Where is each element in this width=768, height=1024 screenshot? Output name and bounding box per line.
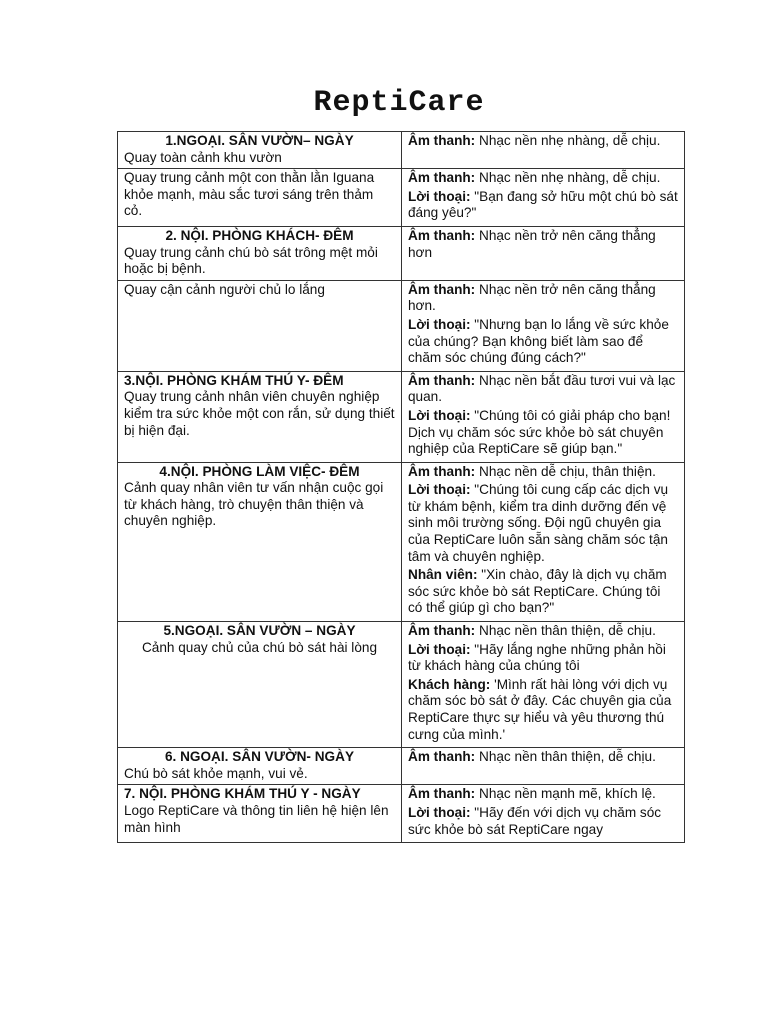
audio-cell [402, 226, 685, 280]
audio-cell [402, 371, 685, 462]
audio-line [408, 282, 678, 315]
visual-description: Quay cận cảnh người chủ lo lắng [124, 281, 325, 297]
audio-cell [402, 132, 685, 169]
audio-label: Âm thanh: [408, 749, 476, 765]
audio-text: "Nhưng bạn lo lắng về sức khỏe của chúng? Bạn không biết làm sao để chăm sóc chúng đúng cách?" [408, 316, 669, 366]
visual-description: Logo ReptiCare và thông tin liên hệ hiện lên màn hình [124, 802, 389, 835]
scene-heading: 2. NỘI. PHÒNG KHÁCH- ĐÊM [165, 227, 354, 243]
table-row [118, 169, 685, 227]
audio-text: "Xin chào, đây là dịch vụ chăm sóc sức khỏe bò sát ReptiCare. Chúng tôi có thể giúp gì cho bạn?" [408, 567, 667, 616]
audio-line [408, 133, 678, 150]
visual-cell [118, 280, 402, 371]
scene-heading: 3.NỘI. PHÒNG KHÁM THÚ Y- ĐÊM [124, 372, 344, 388]
audio-line [408, 170, 678, 187]
audio-text: Nhạc nền mạnh mẽ, khích lệ. [475, 786, 656, 802]
audio-label: Lời thoại: [408, 804, 471, 820]
audio-label: Âm thanh: [408, 227, 476, 243]
audio-text: Nhạc nền thân thiện, dễ chịu. [475, 623, 656, 639]
audio-label: Âm thanh: [408, 133, 476, 148]
audio-label: Âm thanh: [408, 372, 476, 388]
audio-line [408, 677, 678, 743]
script-table [117, 131, 685, 843]
scene-heading: 1.NGOẠI. SÂN VƯỜN– NGÀY [165, 133, 354, 148]
audio-line [408, 408, 678, 458]
visual-description: Cảnh quay chủ của chú bò sát hài lòng [141, 639, 378, 655]
audio-line [408, 567, 678, 617]
table-row [118, 785, 685, 843]
visual-cell [118, 226, 402, 280]
table-row [118, 462, 685, 621]
audio-line [408, 189, 678, 222]
audio-line [408, 786, 678, 803]
audio-line [408, 623, 678, 640]
audio-text: "Hãy lắng nghe những phản hồi từ khách hàng của chúng tôi [408, 641, 666, 674]
audio-text: "Hãy đến với dịch vụ chăm sóc sức khỏe bò sát ReptiCare ngay [408, 804, 662, 837]
audio-text: Nhạc nền dễ chịu, thân thiện. [475, 463, 656, 479]
visual-cell [118, 371, 402, 462]
audio-line [408, 373, 678, 406]
audio-line [408, 317, 678, 367]
scene-heading: 4.NỘI. PHÒNG LÀM VIỆC- ĐÊM [159, 463, 360, 479]
audio-label: Âm thanh: [408, 786, 476, 802]
audio-label: Nhân viên: [408, 567, 478, 583]
audio-text: Nhạc nền bắt đầu tươi vui và lạc quan. [408, 372, 676, 405]
audio-label: Lời thoại: [408, 482, 471, 498]
audio-cell [402, 748, 685, 785]
audio-line [408, 749, 678, 766]
audio-label: Âm thanh: [408, 281, 476, 297]
table-row [118, 622, 685, 748]
audio-text: 'Mình rất hài lòng với dịch vụ chăm sóc bò sát ở đây. Các chuyên gia của ReptiCare thực sự hiểu và yêu thương thú cưng của mình.' [408, 676, 672, 742]
visual-description: Quay toàn cảnh khu vườn [124, 149, 282, 165]
visual-description: Quay trung cảnh chú bò sát trông mệt mỏi hoặc bị bệnh. [124, 244, 378, 277]
audio-text: Nhạc nền nhẹ nhàng, dễ chịu. [475, 133, 661, 148]
visual-description: Quay trung cảnh nhân viên chuyên nghiệp kiểm tra sức khỏe một con rắn, sử dụng thiết bị hiện đại. [124, 389, 395, 438]
audio-cell [402, 785, 685, 843]
audio-cell [402, 462, 685, 621]
table-row [118, 132, 685, 169]
audio-label: Âm thanh: [408, 170, 476, 186]
visual-cell [118, 622, 402, 748]
audio-line [408, 642, 678, 675]
audio-label: Âm thanh: [408, 623, 476, 639]
audio-text: Nhạc nền trở nên căng thẳng hơn [408, 227, 656, 260]
scene-heading: 7. NỘI. PHÒNG KHÁM THÚ Y - NGÀY [124, 786, 361, 802]
visual-cell [118, 132, 402, 169]
audio-label: Lời thoại: [408, 407, 471, 423]
table-row [118, 280, 685, 371]
audio-text: "Chúng tôi cung cấp các dịch vụ từ khám bệnh, kiểm tra dinh dưỡng đến vệ sinh môi trường sống. Đội ngũ chuyên gia của ReptiCare luôn sẵn sàng chăm sóc tận tâm và chuyên nghiệp. [408, 482, 669, 564]
audio-label: Âm thanh: [408, 463, 476, 479]
visual-cell [118, 748, 402, 785]
audio-line [408, 482, 678, 565]
audio-line [408, 805, 678, 838]
audio-text: Nhạc nền nhẹ nhàng, dễ chịu. [475, 170, 661, 186]
visual-cell [118, 169, 402, 227]
visual-cell [118, 785, 402, 843]
audio-cell [402, 169, 685, 227]
scene-heading: 5.NGOẠI. SÂN VƯỜN – NGÀY [163, 623, 356, 639]
audio-label: Lời thoại: [408, 316, 471, 332]
table-row [118, 371, 685, 462]
visual-description: Quay trung cảnh một con thằn lằn Iguana khỏe mạnh, màu sắc tươi sáng trên thảm cỏ. [124, 170, 375, 219]
audio-line [408, 228, 678, 261]
audio-line [408, 464, 678, 481]
scene-heading: 6. NGOẠI. SÂN VƯỜN- NGÀY [164, 749, 355, 765]
audio-label: Lời thoại: [408, 188, 471, 204]
audio-label: Khách hàng: [408, 676, 491, 692]
visual-description: Chú bò sát khỏe mạnh, vui vẻ. [124, 765, 308, 781]
table-row [118, 748, 685, 785]
audio-cell [402, 280, 685, 371]
audio-label: Lời thoại: [408, 641, 471, 657]
audio-text: Nhạc nền thân thiện, dễ chịu. [475, 749, 656, 765]
script-table-body [118, 132, 685, 843]
visual-description: Cảnh quay nhân viên tư vấn nhận cuộc gọi từ khách hàng, trò chuyện thân thiện và chuyên nghiệp. [124, 480, 384, 529]
audio-text: "Chúng tôi có giải pháp cho bạn! Dịch vụ chăm sóc sức khỏe bò sát chuyên nghiệp của ReptiCare sẽ giúp bạn." [408, 407, 671, 457]
audio-cell [402, 622, 685, 748]
visual-cell [118, 462, 402, 621]
audio-text: "Bạn đang sở hữu một chú bò sát đáng yêu?" [408, 188, 678, 221]
table-row [118, 226, 685, 280]
audio-text: Nhạc nền trở nên căng thẳng hơn. [408, 281, 656, 314]
document-title: ReptiCare [313, 86, 485, 120]
